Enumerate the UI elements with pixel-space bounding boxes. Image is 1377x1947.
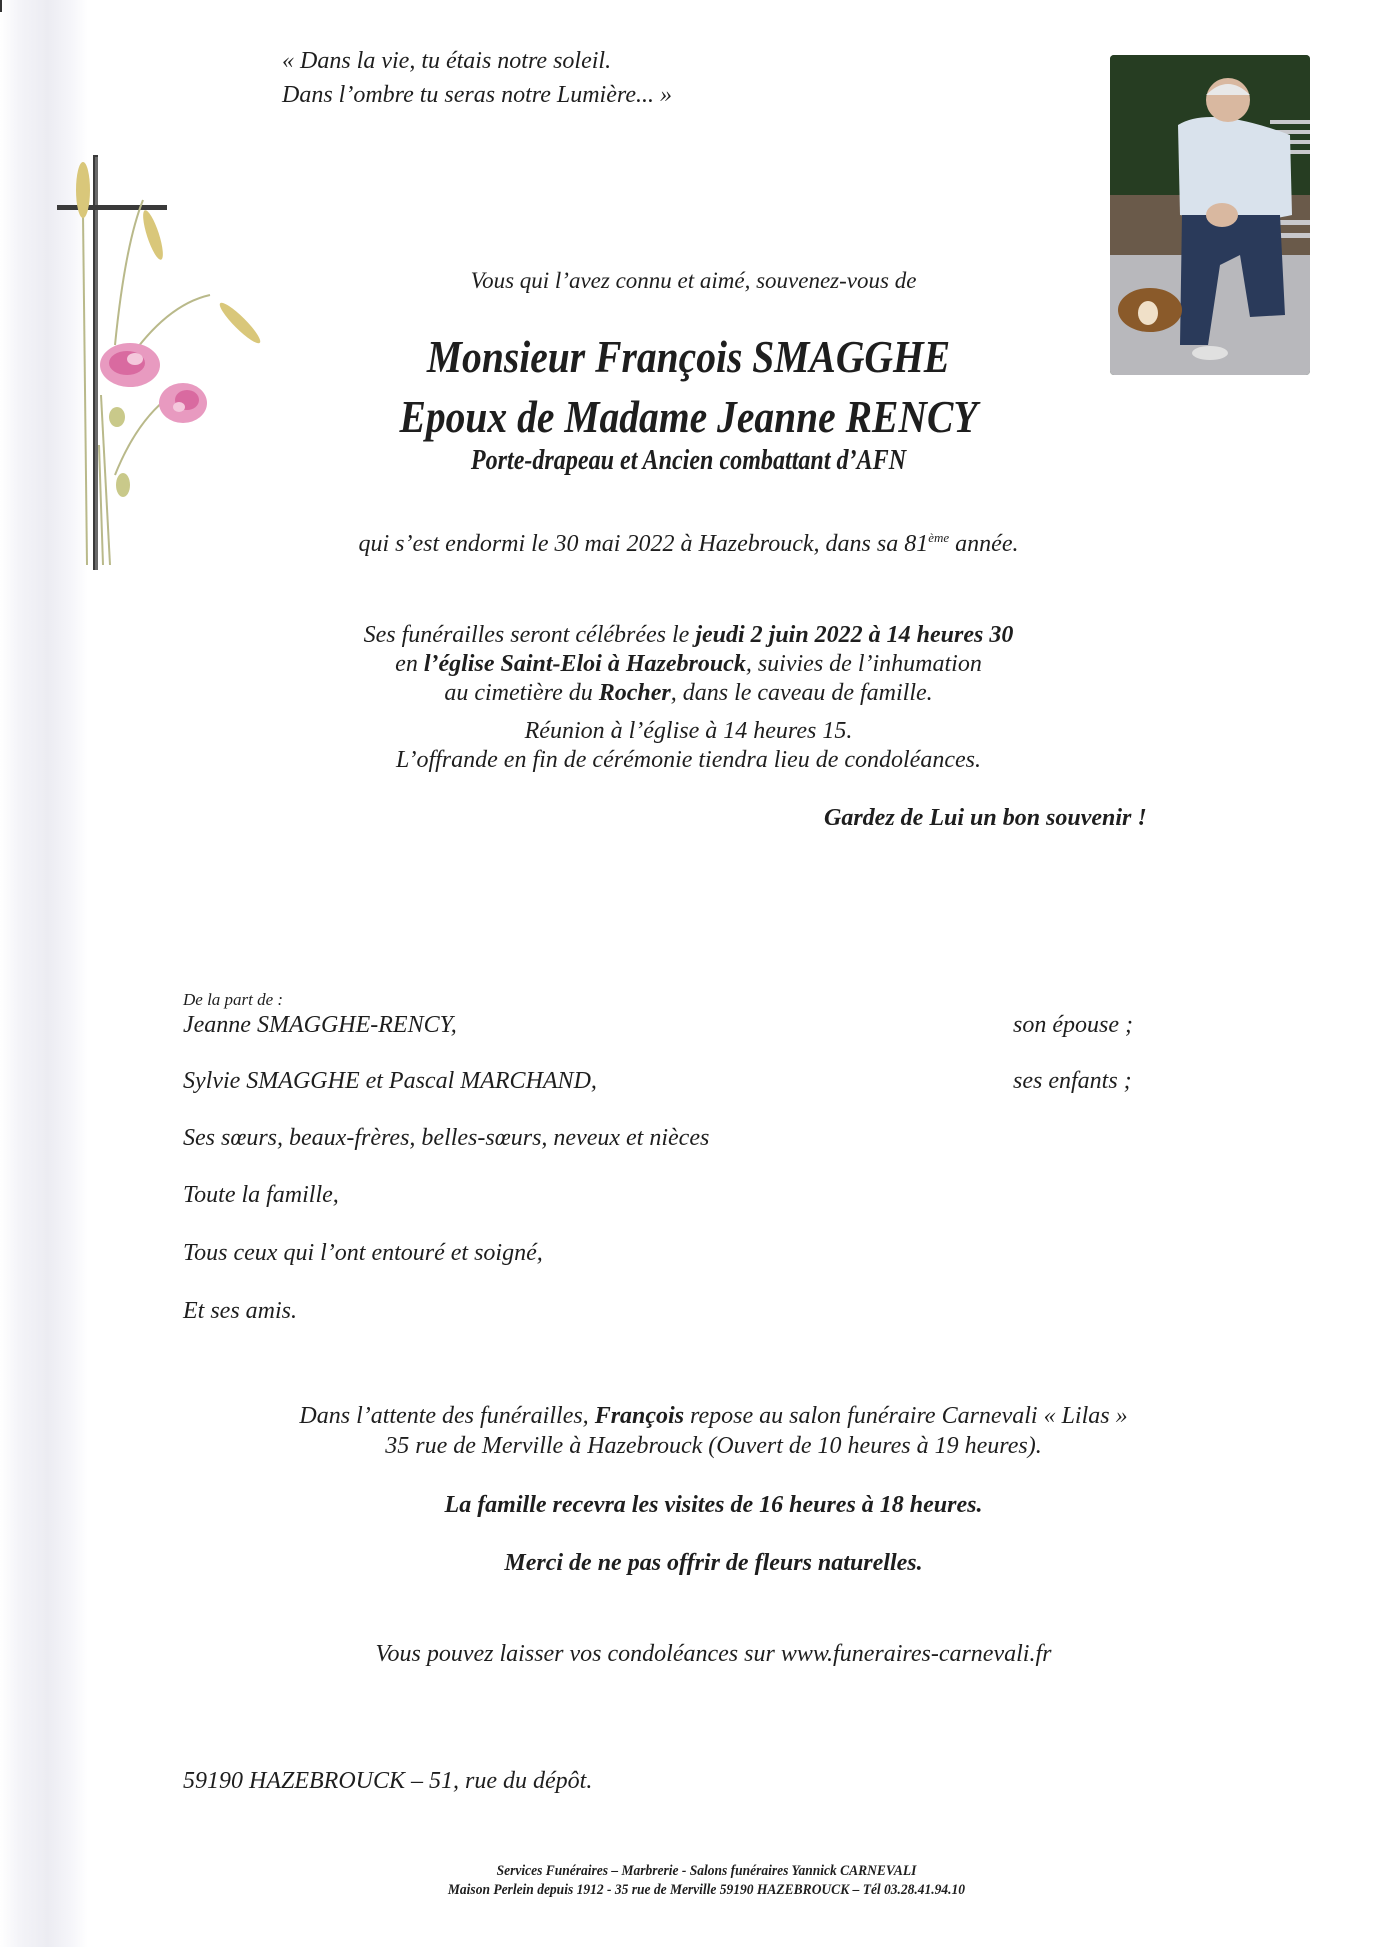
funeral-text: , dans le caveau de famille.: [670, 680, 933, 706]
wake-line-1: [0, 1403, 1377, 1430]
no-flowers-note: Merci de ne pas offrir de fleurs naturelles.: [504, 1550, 923, 1576]
portrait-image: [1110, 55, 1310, 375]
intro-text: Vous qui l’avez connu et aimé, souvenez-vous de: [470, 268, 917, 293]
wheat-ear-icon: [76, 162, 264, 347]
funeral-text: en: [395, 651, 424, 677]
condolences-website: Vous pouvez laisser vos condoléances sur www.funeraires-carnevali.fr: [375, 1641, 1052, 1667]
funeral-line-3: [0, 680, 1377, 707]
death-ordinal-suffix: ème: [928, 530, 950, 545]
funeral-church: l’église Saint-Eloi à Hazebrouck: [423, 651, 746, 677]
funeral-text: Ses funérailles seront célébrées le: [363, 622, 696, 648]
portrait-photo: [1110, 55, 1310, 375]
funeral-text: au cimetière du: [444, 680, 599, 706]
family-member-name: Sylvie SMAGGHE et Pascal MARCHAND,: [183, 1068, 597, 1094]
funeral-line-2: [0, 651, 1377, 678]
scan-mark: [0, 0, 2, 12]
funeral-text: , suivies de l’inhumation: [745, 651, 982, 677]
epigraph-line-2: Dans l’ombre tu seras notre Lumière... »: [282, 82, 672, 108]
funeral-cemetery: Rocher: [598, 680, 671, 706]
family-member-relation: ses enfants ;: [1013, 1068, 1132, 1094]
wake-text: Dans l’attente des funérailles,: [299, 1403, 595, 1429]
wake-line-2: 35 rue de Merville à Hazebrouck (Ouvert de 10 heures à 19 heures).: [385, 1433, 1042, 1459]
family-member-name: Toute la famille,: [183, 1182, 339, 1208]
footer-line-1: Services Funéraires – Marbrerie - Salons funéraires Yannick CARNEVALI: [496, 1863, 917, 1879]
spouse-line: Epoux de Madame Jeanne RENCY: [399, 391, 978, 442]
family-member-relation: son épouse ;: [1013, 1012, 1133, 1038]
death-text-end: année.: [949, 531, 1019, 557]
family-member-name: Tous ceux qui l’ont entouré et soigné,: [183, 1240, 543, 1266]
epigraph-line-1: « Dans la vie, tu étais notre soleil.: [282, 48, 612, 74]
wake-name: François: [594, 1403, 685, 1429]
closing-phrase: Gardez de Lui un bon souvenir !: [824, 805, 1147, 831]
family-member-name: Jeanne SMAGGHE-RENCY,: [183, 1012, 457, 1038]
offering-note: L’offrande en fin de cérémonie tiendra lieu de condoléances.: [396, 747, 981, 773]
deceased-title: Porte-drapeau et Ancien combattant d’AFN: [470, 445, 907, 476]
funeral-date: jeudi 2 juin 2022 à 14 heures 30: [695, 622, 1014, 648]
death-notice: [0, 530, 1377, 558]
death-text: qui s’est endormi le 30 mai 2022 à Hazebrouck, dans sa 81: [358, 531, 929, 557]
deceased-name: Monsieur François SMAGGHE: [426, 331, 951, 382]
footer-line-2: Maison Perlein depuis 1912 - 35 rue de Merville 59190 HAZEBROUCK – Tél 03.28.41.94.10: [447, 1882, 966, 1898]
visiting-hours: La famille recevra les visites de 16 heures à 18 heures.: [444, 1492, 983, 1518]
meeting-time: Réunion à l’église à 14 heures 15.: [524, 718, 853, 744]
family-header: De la part de :: [183, 990, 284, 1009]
wake-text: repose au salon funéraire Carnevali « Lilas »: [684, 1403, 1128, 1429]
address: 59190 HAZEBROUCK – 51, rue du dépôt.: [183, 1768, 593, 1794]
funeral-line-1: [0, 622, 1377, 649]
family-member-name: Ses sœurs, beaux-frères, belles-sœurs, neveux et nièces: [183, 1125, 710, 1151]
family-member-name: Et ses amis.: [183, 1298, 297, 1324]
